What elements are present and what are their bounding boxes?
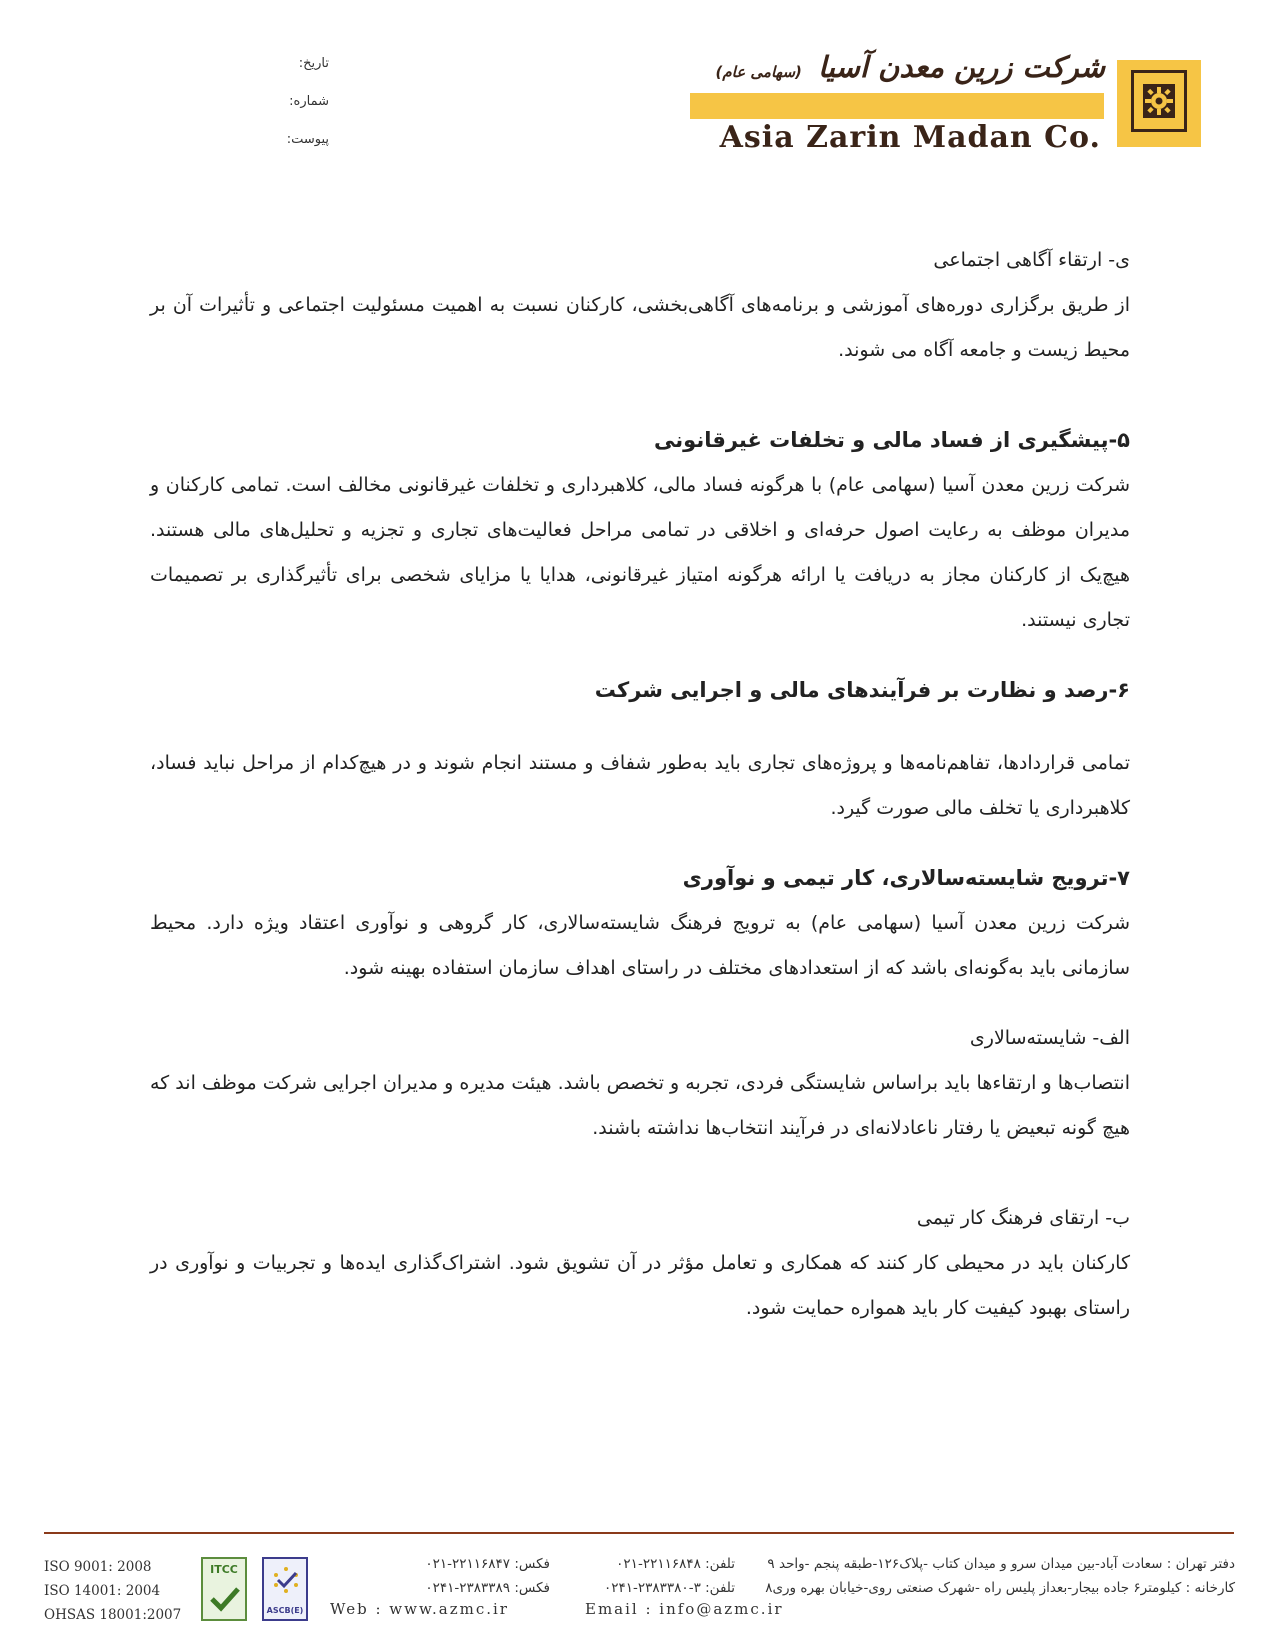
section-6-text: تمامی قراردادها، تفاهم‌نامه‌ها و پروژه‌های تجاری باید به‌طور شفاف و مستند انجام شوند و در هیچ‌کدام از مراحل نباید فساد، کلاهبرداری یا تخلف مالی صورت گیرد.	[150, 752, 1130, 819]
footer-divider	[44, 1532, 1234, 1534]
header-band	[690, 93, 1104, 119]
ascb-badge	[262, 1557, 308, 1621]
ascb-badge-label: ASCB(E)	[266, 1606, 304, 1615]
ohsas-18001: OHSAS 18001:2007	[44, 1607, 182, 1623]
footer-addresses	[315, 1552, 1235, 1600]
factory-phone: تلفن: ۳-۲۳۸۳۳۸۰-۰۲۴۱	[604, 1580, 735, 1596]
itcc-badge	[201, 1557, 247, 1621]
company-name-fa-text: شرکت زرین معدن آسیا	[817, 50, 1105, 84]
subsection-be-title: ب- ارتقای فرهنگ کار تیمی	[916, 1207, 1130, 1229]
iso-14001: ISO 14001: 2004	[44, 1583, 161, 1599]
logo-frame	[1131, 70, 1187, 132]
factory-fax: فکس: ۲۳۸۳۳۸۹-۰۲۴۱	[425, 1580, 550, 1596]
section-y-text: از طریق برگزاری دوره‌های آموزشی و برنامه‌های آگاهی‌بخشی، کارکنان نسبت به اهمیت مسئولیت اجتماعی و تأثیرات آن بر محیط زیست و جامعه آگاه می شوند.	[150, 294, 1130, 361]
section-5-text: شرکت زرین معدن آسیا (سهامی عام) با هرگونه فساد مالی، کلاهبرداری و تخلفات غیرقانونی مخالف است. تمامی کارکنان و مدیران موظف به رعایت اصول حرفه‌ای و اخلاقی در تمامی مراحل فعالیت‌های تجاری و تجزیه و تحلیل‌های مالی هستند. هیچ‌یک از کارکنان مجاز به دریافت یا ارائه هرگونه امتیاز غیرقانونی، هدایا یا مزایای شخصی برای تأثیرگذاری بر تصمیمات تجاری نیستند.	[150, 474, 1130, 631]
company-name-en: Asia Zarin Madan Co.	[719, 120, 1101, 155]
gear-icon	[1141, 82, 1177, 120]
tehran-phone: تلفن: ۲۲۱۱۶۸۴۸-۰۲۱	[616, 1556, 735, 1572]
tehran-office-address: دفتر تهران : سعادت آباد-بین میدان سرو و میدان کتاب -پلاک۱۲۶-طبقه پنجم -واحد ۹	[767, 1556, 1235, 1572]
iso-9001: ISO 9001: 2008	[44, 1559, 152, 1575]
company-name-fa	[716, 50, 1105, 84]
company-type-fa: (سهامی عام)	[715, 63, 802, 81]
itcc-badge-label: ITCC	[210, 1563, 238, 1576]
iso-certifications	[44, 1555, 181, 1627]
letter-meta	[287, 56, 329, 170]
stars-icon	[270, 1565, 302, 1595]
section-y-title: ی- ارتقاء آگاهی اجتماعی	[933, 249, 1130, 271]
subsection-alef-title: الف- شایسته‌سالاری	[969, 1027, 1130, 1049]
subsection-alef-text: انتصاب‌ها و ارتقاءها باید براساس شایستگی فردی، تجربه و تخصص باشد. هیئت مدیره و مدیران اجرایی شرکت موظف اند که هیچ گونه تبعیض یا رفتار ناعادلانه‌ای در فرآیند انتخاب‌ها نداشته باشند.	[150, 1072, 1130, 1139]
section-7-title: ۷-ترویج شایسته‌سالاری، کار تیمی و نوآوری	[682, 866, 1130, 890]
document-body	[150, 238, 1130, 1331]
meta-number-label: شماره:	[289, 94, 329, 109]
meta-date-label: تاریخ:	[298, 56, 329, 71]
section-7-text: شرکت زرین معدن آسیا (سهامی عام) به ترویج فرهنگ شایسته‌سالاری، کار گروهی و نوآوری اعتقاد ویژه دارد. محیط سازمانی باید به‌گونه‌ای باشد که از استعدادهای مختلف در راستای اهداف سازمان استفاده بهینه شود.	[150, 912, 1130, 979]
company-logo	[1117, 60, 1201, 147]
section-6-title: ۶-رصد و نظارت بر فرآیندهای مالی و اجرایی شرکت	[594, 678, 1130, 702]
section-5-title: ۵-پیشگیری از فساد مالی و تخلفات غیرقانونی	[654, 428, 1130, 452]
tehran-fax: فکس: ۲۲۱۱۶۸۴۷-۰۲۱	[425, 1556, 550, 1572]
factory-address: کارخانه : کیلومتر۶ جاده بیجار-بعداز پلیس راه -شهرک صنعتی روی-خیابان بهره وری۸	[765, 1580, 1235, 1596]
footer-email[interactable]: Email : info@azmc.ir	[585, 1600, 784, 1618]
checkmark-icon	[209, 1585, 241, 1613]
subsection-be-text: کارکنان باید در محیطی کار کنند که همکاری و تعامل مؤثر در آن تشویق شود. اشتراک‌گذاری ایده‌ها و تجربیات و نوآوری در راستای بهبود کیفیت کار باید همواره حمایت شود.	[150, 1252, 1130, 1319]
meta-attachment-label: پیوست:	[286, 132, 329, 147]
footer-website[interactable]: Web : www.azmc.ir	[330, 1600, 509, 1618]
